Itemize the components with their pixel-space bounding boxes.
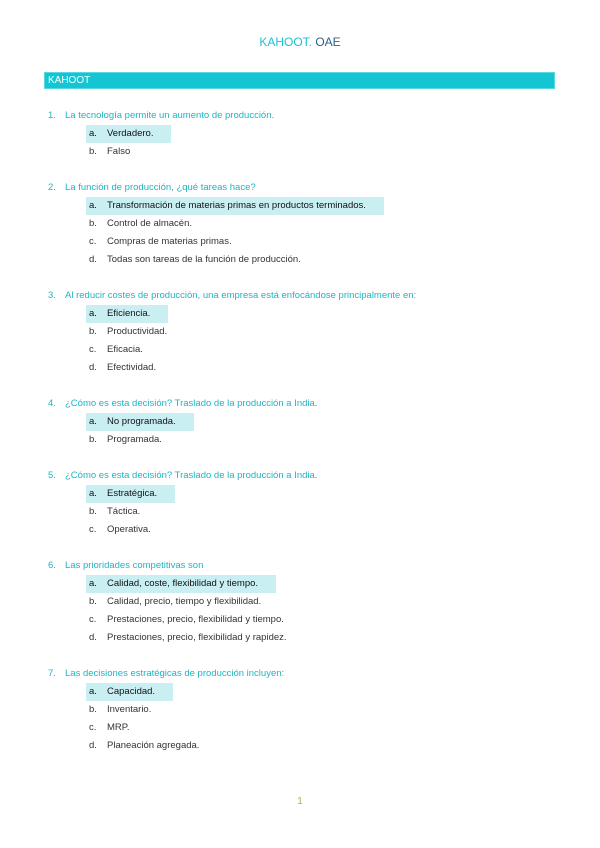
answer-option bbox=[48, 593, 558, 611]
option-letter: d. bbox=[89, 632, 97, 643]
question-number: 3. bbox=[48, 290, 56, 301]
option-letter: d. bbox=[89, 740, 97, 751]
option-text: Estratégica. bbox=[107, 488, 158, 499]
question-text-line bbox=[48, 179, 558, 197]
option-letter: c. bbox=[89, 524, 97, 535]
option-text: Calidad, coste, flexibilidad y tiempo. bbox=[107, 578, 259, 589]
option-letter: c. bbox=[89, 722, 97, 733]
option-letter: b. bbox=[89, 326, 97, 337]
answer-option bbox=[48, 719, 558, 737]
option-text: Eficiencia. bbox=[107, 308, 151, 319]
question-number: 4. bbox=[48, 398, 56, 409]
option-text: Compras de materias primas. bbox=[107, 236, 232, 247]
correct-answer-option bbox=[48, 305, 558, 323]
option-text: Operativa. bbox=[107, 524, 151, 535]
option-text: Táctica. bbox=[107, 506, 141, 517]
answer-option bbox=[48, 359, 558, 377]
answer-option bbox=[48, 629, 558, 647]
question-text: Las prioridades competitivas son bbox=[65, 560, 204, 571]
option-text: MRP. bbox=[107, 722, 130, 733]
option-letter: d. bbox=[89, 254, 97, 265]
document-title bbox=[0, 35, 600, 49]
title-oae: OAE bbox=[315, 35, 341, 49]
option-letter: c. bbox=[89, 614, 97, 625]
option-letter: a. bbox=[89, 200, 97, 211]
answer-option bbox=[48, 611, 558, 629]
option-letter: b. bbox=[89, 434, 97, 445]
option-letter: a. bbox=[89, 308, 97, 319]
question bbox=[48, 179, 558, 269]
correct-answer-option bbox=[48, 413, 558, 431]
question-number: 2. bbox=[48, 182, 56, 193]
question-text: La función de producción, ¿qué tareas hace? bbox=[65, 182, 256, 193]
option-text: Falso bbox=[107, 146, 131, 157]
question-text-line bbox=[48, 557, 558, 575]
option-text: Planeación agregada. bbox=[107, 740, 200, 751]
option-letter: a. bbox=[89, 488, 97, 499]
page-number: 1 bbox=[297, 796, 303, 807]
option-text: Capacidad. bbox=[107, 686, 156, 697]
correct-answer-option bbox=[48, 683, 558, 701]
question-number: 1. bbox=[48, 110, 56, 121]
option-letter: c. bbox=[89, 236, 97, 247]
option-text: Prestaciones, precio, flexibilidad y rapidez. bbox=[107, 632, 287, 643]
question-text-line bbox=[48, 287, 558, 305]
answer-option bbox=[48, 737, 558, 755]
question-text-line bbox=[48, 467, 558, 485]
option-text: No programada. bbox=[107, 416, 176, 427]
answer-option bbox=[48, 521, 558, 539]
option-letter: a. bbox=[89, 128, 97, 139]
question-text-line bbox=[48, 395, 558, 413]
answer-option bbox=[48, 215, 558, 233]
question bbox=[48, 287, 558, 377]
option-letter: a. bbox=[89, 578, 97, 589]
question-text: Las decisiones estratégicas de producción incluyen: bbox=[65, 668, 285, 679]
option-letter: b. bbox=[89, 146, 97, 157]
question-text-line bbox=[48, 665, 558, 683]
option-text: Transformación de materias primas en productos terminados. bbox=[107, 200, 366, 211]
answer-option bbox=[48, 323, 558, 341]
question bbox=[48, 557, 558, 647]
option-text: Verdadero. bbox=[107, 128, 154, 139]
question bbox=[48, 467, 558, 539]
option-letter: a. bbox=[89, 416, 97, 427]
answer-option bbox=[48, 701, 558, 719]
option-text: Control de almacén. bbox=[107, 218, 193, 229]
option-text: Calidad, precio, tiempo y flexibilidad. bbox=[107, 596, 262, 607]
question-list bbox=[48, 107, 558, 773]
question-text-line bbox=[48, 107, 558, 125]
question bbox=[48, 665, 558, 755]
option-letter: a. bbox=[89, 686, 97, 697]
option-letter: c. bbox=[89, 344, 97, 355]
correct-answer-option bbox=[48, 485, 558, 503]
answer-option bbox=[48, 251, 558, 269]
answer-option bbox=[48, 431, 558, 449]
option-letter: b. bbox=[89, 218, 97, 229]
option-letter: b. bbox=[89, 596, 97, 607]
option-text: Eficacia. bbox=[107, 344, 143, 355]
option-text: Productividad. bbox=[107, 326, 168, 337]
option-text: Prestaciones, precio, flexibilidad y tiempo. bbox=[107, 614, 284, 625]
section-banner: KAHOOT bbox=[44, 72, 555, 89]
answer-option bbox=[48, 143, 558, 161]
answer-option bbox=[48, 503, 558, 521]
correct-answer-option bbox=[48, 125, 558, 143]
question-text: Al reducir costes de producción, una empresa está enfocándose principalmente en: bbox=[65, 290, 417, 301]
answer-option bbox=[48, 341, 558, 359]
option-text: Efectividad. bbox=[107, 362, 157, 373]
correct-answer-option bbox=[48, 197, 558, 215]
correct-answer-option bbox=[48, 575, 558, 593]
option-letter: b. bbox=[89, 704, 97, 715]
title-kahoot: KAHOOT. bbox=[259, 35, 312, 49]
answer-option bbox=[48, 233, 558, 251]
option-text: Todas son tareas de la función de producción. bbox=[107, 254, 301, 265]
question-number: 5. bbox=[48, 470, 56, 481]
question bbox=[48, 395, 558, 449]
option-letter: d. bbox=[89, 362, 97, 373]
question-number: 7. bbox=[48, 668, 56, 679]
option-text: Programada. bbox=[107, 434, 162, 445]
option-text: Inventario. bbox=[107, 704, 152, 715]
question-number: 6. bbox=[48, 560, 56, 571]
question-text: ¿Cómo es esta decisión? Traslado de la producción a India. bbox=[65, 470, 318, 481]
question-text: La tecnología permite un aumento de producción. bbox=[65, 110, 275, 121]
question bbox=[48, 107, 558, 161]
option-letter: b. bbox=[89, 506, 97, 517]
question-text: ¿Cómo es esta decisión? Traslado de la producción a India. bbox=[65, 398, 318, 409]
